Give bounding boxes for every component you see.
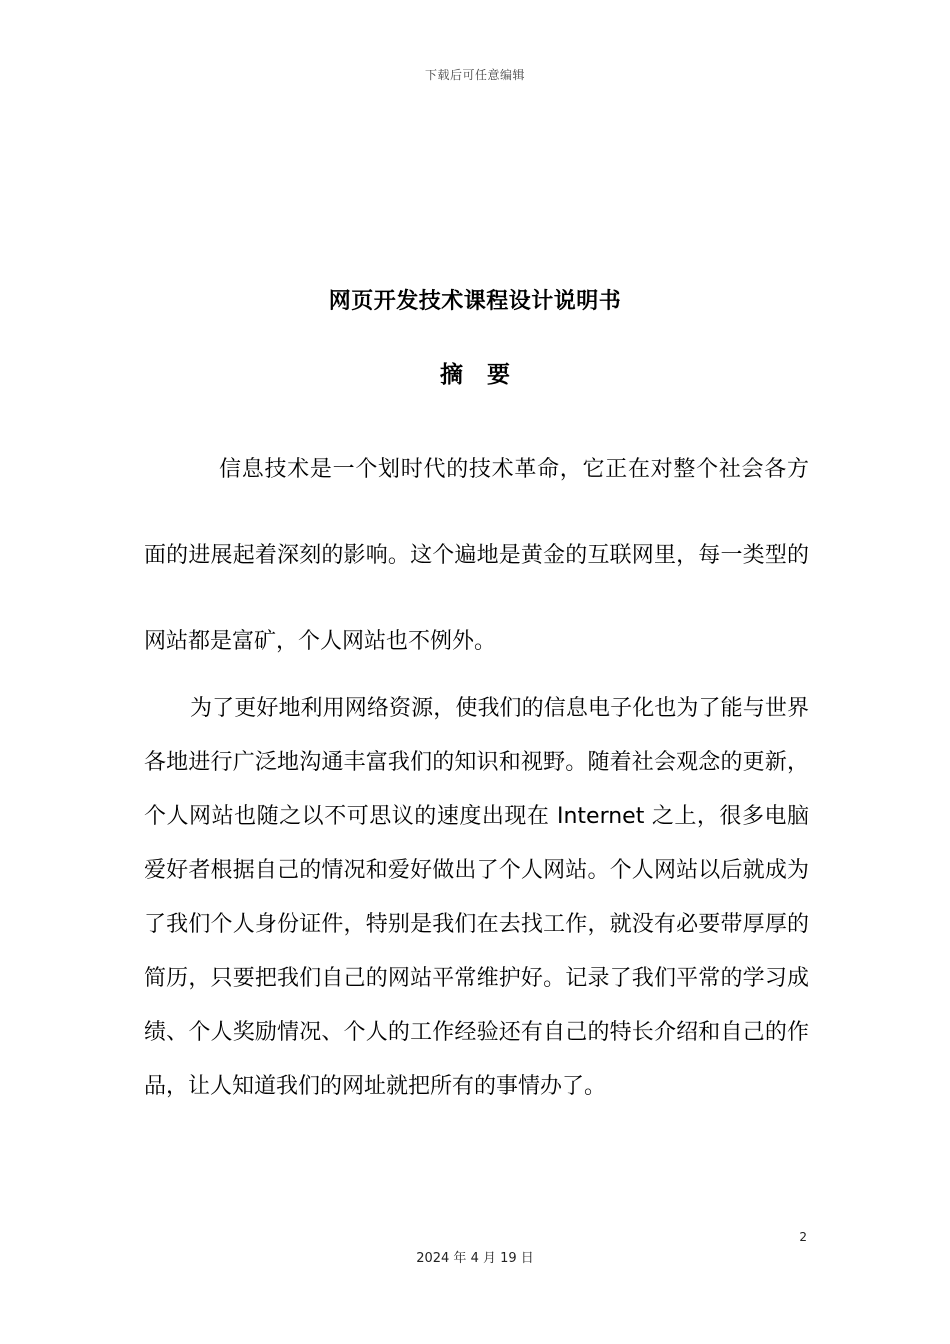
page-number: 2: [799, 1230, 807, 1244]
abstract-paragraph-1: 信息技术是一个划时代的技术革命，它正在对整个社会各方面的进展起着深刻的影响。这个遍地是黄金的互联网里，每一类型的网站都是富矿，个人网站也不例外。: [144, 457, 809, 654]
abstract-paragraph-2: 为了更好地利用网络资源，使我们的信息电子化也为了能与世界各地进行广泛地沟通丰富我们的知识和视野。随着社会观念的更新，个人网站也随之以不可思议的速度出现在 Internet 之上，很多电脑爱好者根据自己的情况和爱好做出了个人网站。个人网站以后就成为了我们个人身份证件，特别是我们在去找工作，就没有必要带厚厚的简历，只要把我们自己的网站平常维护好。记录了我们平常的学习成绩、个人奖励情况、个人的工作经验还有自己的特长介绍和自己的作品，让人知道我们的网址就把所有的事情办了。: [144, 696, 809, 1099]
header-note: 下载后可任意编辑: [424, 68, 525, 82]
footer-date: 2024 年 4 月 19 日: [416, 1251, 534, 1266]
abstract-heading: 摘要: [440, 362, 534, 388]
document-title: 网页开发技术课程设计说明书: [328, 289, 622, 314]
